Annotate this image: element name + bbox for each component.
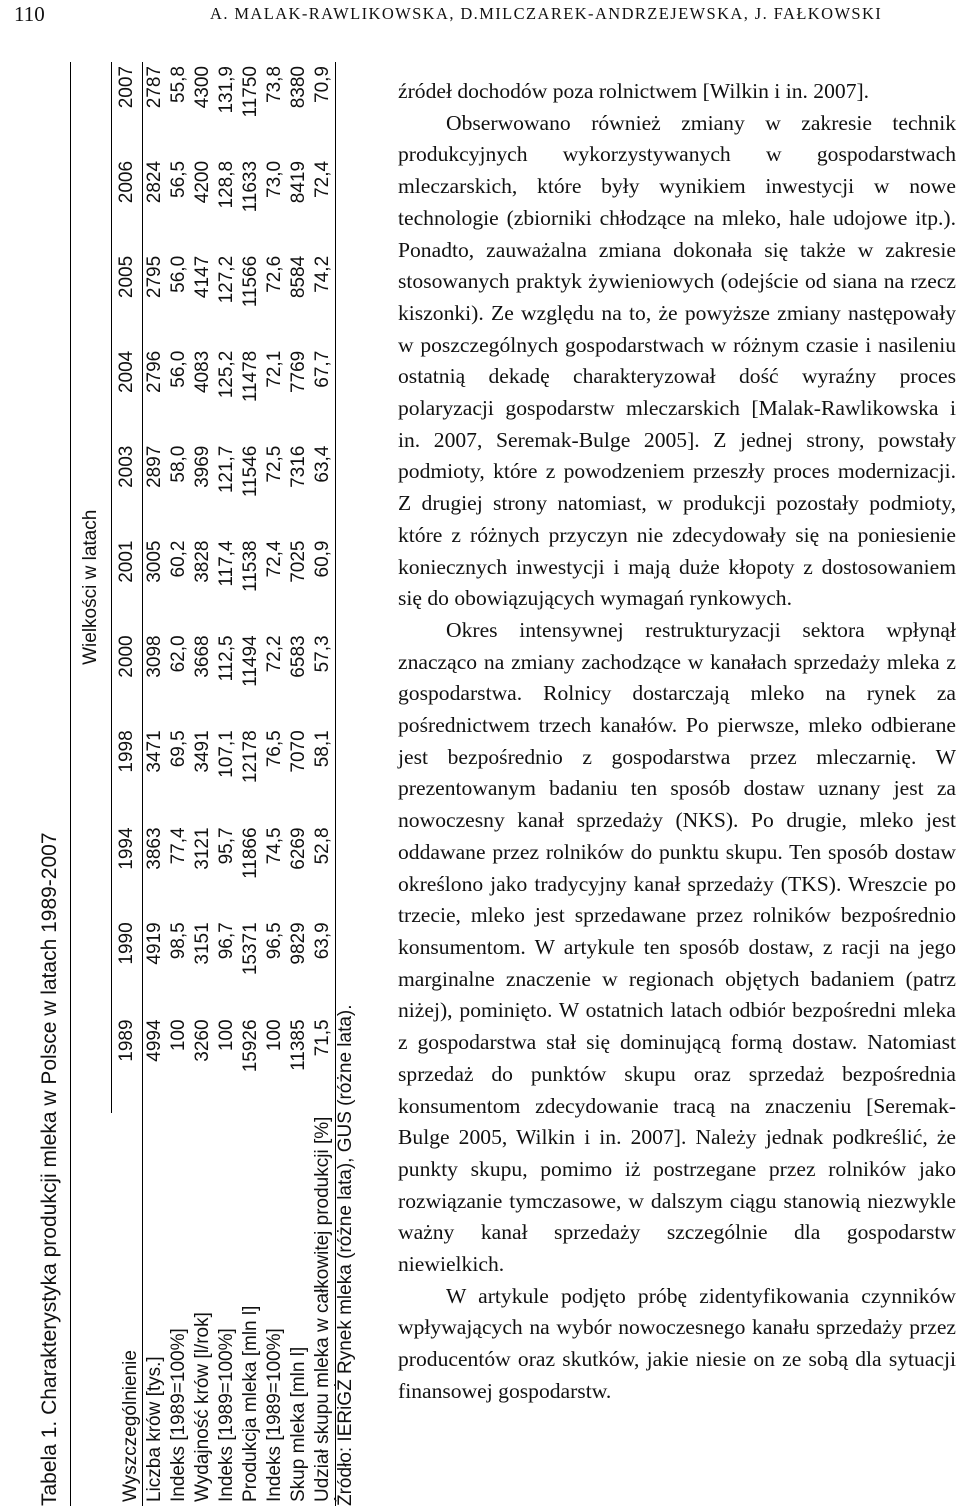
table-cell: 76,5 [264, 730, 285, 768]
table-source: Źródło: IERiGŻ Rynek mleka (różne lata), GUS (różne lata). [335, 1004, 356, 1506]
table-cell: 55,8 [168, 66, 189, 103]
table-body [143, 62, 336, 1506]
table-cell: 72,2 [264, 635, 285, 673]
table-cell: 96,5 [264, 922, 285, 960]
table-row [311, 62, 336, 1506]
table-cell: 121,7 [216, 445, 237, 494]
table-row [287, 62, 311, 1506]
table-cell: 11478 [240, 350, 261, 403]
table-row [263, 62, 287, 1506]
table-cell: 4919 [144, 922, 165, 965]
table-cell: 9829 [288, 922, 309, 965]
paragraph: Obserwowano również zmiany w zakresie technik produkcyjnych wykorzystywanych w gospodarstwach mleczarskich, które były wynikiem inwestycji w nowe technologie (zbiorniki chłodzące na mleko, hale udojowe itp.). Ponadto, zauważalna zmiana dokonała się także w zakresie stosowanych praktyk żywieniowych (odejście od siana na rzecz kiszonki). Ze względu na to, że powyższe zmiany następowały w poszczególnych gospodarstwach w różnym czasie i nasileniu ostatnią dekadę charakteryzował dość wyraźny proces polaryzacji gospodarstw mleczarskich [Malak-Rawlikowska i in. 2007, Seremak-Bulge 2005]. Z jednej strony, powstały podmioty, które z powodzeniem przeszły proces modernizacji. Z drugiej strony natomiast, w produkcji pozostały podmioty, które z różnych przyczyn nie zdecydowały się na poniesienie koniecznych inwestycji i mają duże kłopoty z dostosowaniem się do obowiązujących wymagań rynkowych. [398, 110, 956, 611]
year-header: 2000 [112, 631, 143, 726]
group-header: Wielkości w latach [71, 62, 112, 1113]
table-cell: 3151 [192, 922, 213, 965]
paragraph: źródeł dochodów poza rolnictwem [Wilkin i in. 2007]. [398, 79, 870, 103]
table-cell: 3491 [192, 730, 213, 773]
row-label: Indeks [1989=100%] [264, 1328, 285, 1502]
row-label: Wydajność krów [l/rok] [192, 1312, 213, 1502]
table-cell: 69,5 [168, 730, 189, 768]
table-cell: 2795 [144, 255, 165, 299]
table-cell: 100 [264, 1019, 285, 1052]
table-cell: 100 [216, 1019, 237, 1052]
paragraph: Okres intensywnej restrukturyzacji sektora wpłynął znacząco na zmiany zachodzące w kanałach sprzedaży mleka z gospodarstwa. Rolnicy dostarczają mleko na rynek za pośrednictwem trzech kanałów. Po pierwsze, mleko odbierane jest bezpośrednio z gospodarstwa przez mleczarnię. W prezentowanym badaniu ten sposób dostaw uznany jest za nowoczesny kanał sprzedaży (NKS). Po drugie, mleko jest oddawane przez rolników do punktu skupu. Ten sposób dostaw określono jako tradycyjny kanał sprzedaży (TKS). Wreszcie po trzecie, mleko jest sprzedawane przez rolników bezpośrednio konsumentom. W artykule ten sposób dostaw, z racji na jego marginalne znaczenie w regionach objętych badaniem (patrz niżej), pominięto. W ostatnich latach odbiór bezpośredni mleka z gospodarstwa stał się dominującą formą dostaw. Natomiast sprzedaż do punktów skupu oraz sprzedaż bezpośrednia konsumentom zdecydowanie tracą na znaczeniu [Seremak-Bulge 2005, Wilkin i in. 2007]. Należy jednak podkreślić, że punkty skupu, pomimo iż postrzegane przez rolników jako rozwiązanie tymczasowe, w dalszym ciągu stanowią niezwykle ważny kanał sprzedaży szczególnie dla gospodarstw niewielkich. [398, 617, 956, 1277]
table-cell: 127,2 [216, 255, 237, 304]
table-cell: 128,8 [216, 160, 237, 209]
table-cell: 71,5 [311, 1015, 336, 1112]
row-label: Liczba krów [tys.] [144, 1356, 165, 1502]
year-header: 2005 [112, 252, 143, 347]
table-cell: 6583 [288, 635, 309, 678]
table-cell: 63,4 [311, 442, 336, 537]
table-cell: 4083 [192, 350, 213, 394]
table-cell: 3005 [144, 540, 165, 583]
table-caption: Tabela 1. Charakterystyka produkcji mleka w Polsce w latach 1989-2007 [38, 832, 61, 1506]
table-cell: 96,7 [216, 922, 237, 960]
row-label: Udział skupu mleka w całkowitej produkcji [%] [311, 1113, 336, 1506]
table-cell: 107,1 [216, 730, 237, 778]
table-cell: 7070 [288, 730, 309, 773]
year-header: 1998 [112, 726, 143, 823]
table-cell: 52,8 [311, 823, 336, 918]
table-cell: 56,0 [168, 350, 189, 388]
table-cell: 3668 [192, 635, 213, 678]
table-cell: 74,2 [311, 252, 336, 347]
table-cell: 3260 [192, 1019, 213, 1062]
table-cell: 3969 [192, 445, 213, 488]
table-cell: 72,4 [264, 540, 285, 578]
table-cell: 3828 [192, 540, 213, 583]
table-cell: 2787 [144, 66, 165, 109]
table-cell: 2796 [144, 350, 165, 394]
year-header: 2004 [112, 347, 143, 442]
table-cell: 72,4 [311, 157, 336, 252]
table-cell: 15926 [240, 1019, 261, 1073]
body-text-column [398, 76, 956, 1408]
year-header: 2007 [112, 62, 143, 157]
table-cell: 57,3 [311, 631, 336, 726]
table-cell: 3471 [144, 730, 165, 773]
table-cell: 8419 [288, 160, 309, 204]
table-cell: 7025 [288, 540, 309, 583]
table-cell: 67,7 [311, 347, 336, 442]
table-cell: 72,1 [264, 350, 285, 388]
table-cell: 58,0 [168, 445, 189, 483]
table-cell: 117,4 [216, 540, 237, 587]
table-cell: 12178 [240, 730, 261, 784]
table-row [191, 62, 215, 1506]
table-cell: 60,2 [168, 540, 189, 578]
row-label: Produkcja mleka [mln l] [240, 1305, 261, 1502]
table-cell: 15371 [240, 922, 261, 976]
table-row [143, 62, 168, 1506]
row-header: Wyszczególnienie [71, 1113, 143, 1506]
table-cell: 72,5 [264, 445, 285, 483]
table-cell: 11566 [240, 255, 261, 308]
data-table [70, 62, 336, 1506]
table-cell: 3121 [192, 827, 213, 870]
table-cell: 6269 [288, 827, 309, 870]
table-cell: 8380 [288, 66, 309, 109]
table-cell: 4994 [144, 1019, 165, 1062]
table-cell: 2824 [144, 160, 165, 204]
table-cell: 63,9 [311, 918, 336, 1015]
page-header [0, 0, 960, 38]
rotated-table-block [40, 62, 364, 1506]
table-cell: 100 [168, 1019, 189, 1052]
table-cell: 11538 [240, 540, 261, 592]
table-cell: 98,5 [168, 922, 189, 960]
table-cell: 3098 [144, 635, 165, 678]
table-cell: 58,1 [311, 726, 336, 823]
table-cell: 11633 [240, 160, 261, 213]
table-cell: 112,5 [216, 635, 237, 682]
table-cell: 2897 [144, 445, 165, 488]
table-cell: 77,4 [168, 827, 189, 865]
table-cell: 56,0 [168, 255, 189, 293]
table-cell: 125,2 [216, 350, 237, 399]
row-label: Skup mleka [mln l] [288, 1346, 309, 1502]
year-header: 2006 [112, 157, 143, 252]
year-header: 2003 [112, 442, 143, 537]
table-cell: 72,6 [264, 255, 285, 293]
table-cell: 4200 [192, 160, 213, 204]
table-cell: 62,0 [168, 635, 189, 673]
row-label: Indeks [1989=100%] [168, 1328, 189, 1502]
year-header: 1990 [112, 918, 143, 1015]
table-cell: 73,0 [264, 160, 285, 198]
table-cell: 131,9 [216, 66, 237, 114]
table-cell: 60,9 [311, 537, 336, 632]
table-cell: 7316 [288, 445, 309, 488]
table-cell: 3863 [144, 827, 165, 870]
table-cell: 95,7 [216, 827, 237, 865]
table-cell: 11385 [288, 1019, 309, 1071]
table-cell: 8584 [288, 255, 309, 299]
table-cell: 74,5 [264, 827, 285, 865]
table-row [167, 62, 191, 1506]
table-cell: 4300 [192, 66, 213, 109]
table-cell: 11546 [240, 445, 261, 498]
year-header: 1994 [112, 823, 143, 918]
table-cell: 56,5 [168, 160, 189, 198]
row-label: Indeks [1989=100%] [216, 1328, 237, 1502]
table-cell: 73,8 [264, 66, 285, 103]
table-cell: 7769 [288, 350, 309, 394]
table-cell: 11494 [240, 635, 261, 687]
running-title: A. MALAK-RAWLIKOWSKA, D.MILCZAREK-ANDRZEJEWSKA, J. FAŁKOWSKI [210, 4, 883, 23]
year-header: 2001 [112, 537, 143, 632]
table-cell: 70,9 [311, 62, 336, 157]
table-row [239, 62, 263, 1506]
table-cell: 4147 [192, 255, 213, 299]
table-cell: 11750 [240, 66, 261, 118]
table-row [215, 62, 239, 1506]
paragraph: W artykule podjęto próbę zidentyfikowania czynników wpływających na wybór nowoczesnego kanału sprzedaży przez producentów oraz skutków, jakie niesie on ze sobą dla sytuacji finansowej gospodarstw. [398, 1283, 956, 1403]
year-header: 1989 [112, 1015, 143, 1112]
page-number: 110 [14, 2, 45, 26]
table-cell: 11866 [240, 827, 261, 879]
